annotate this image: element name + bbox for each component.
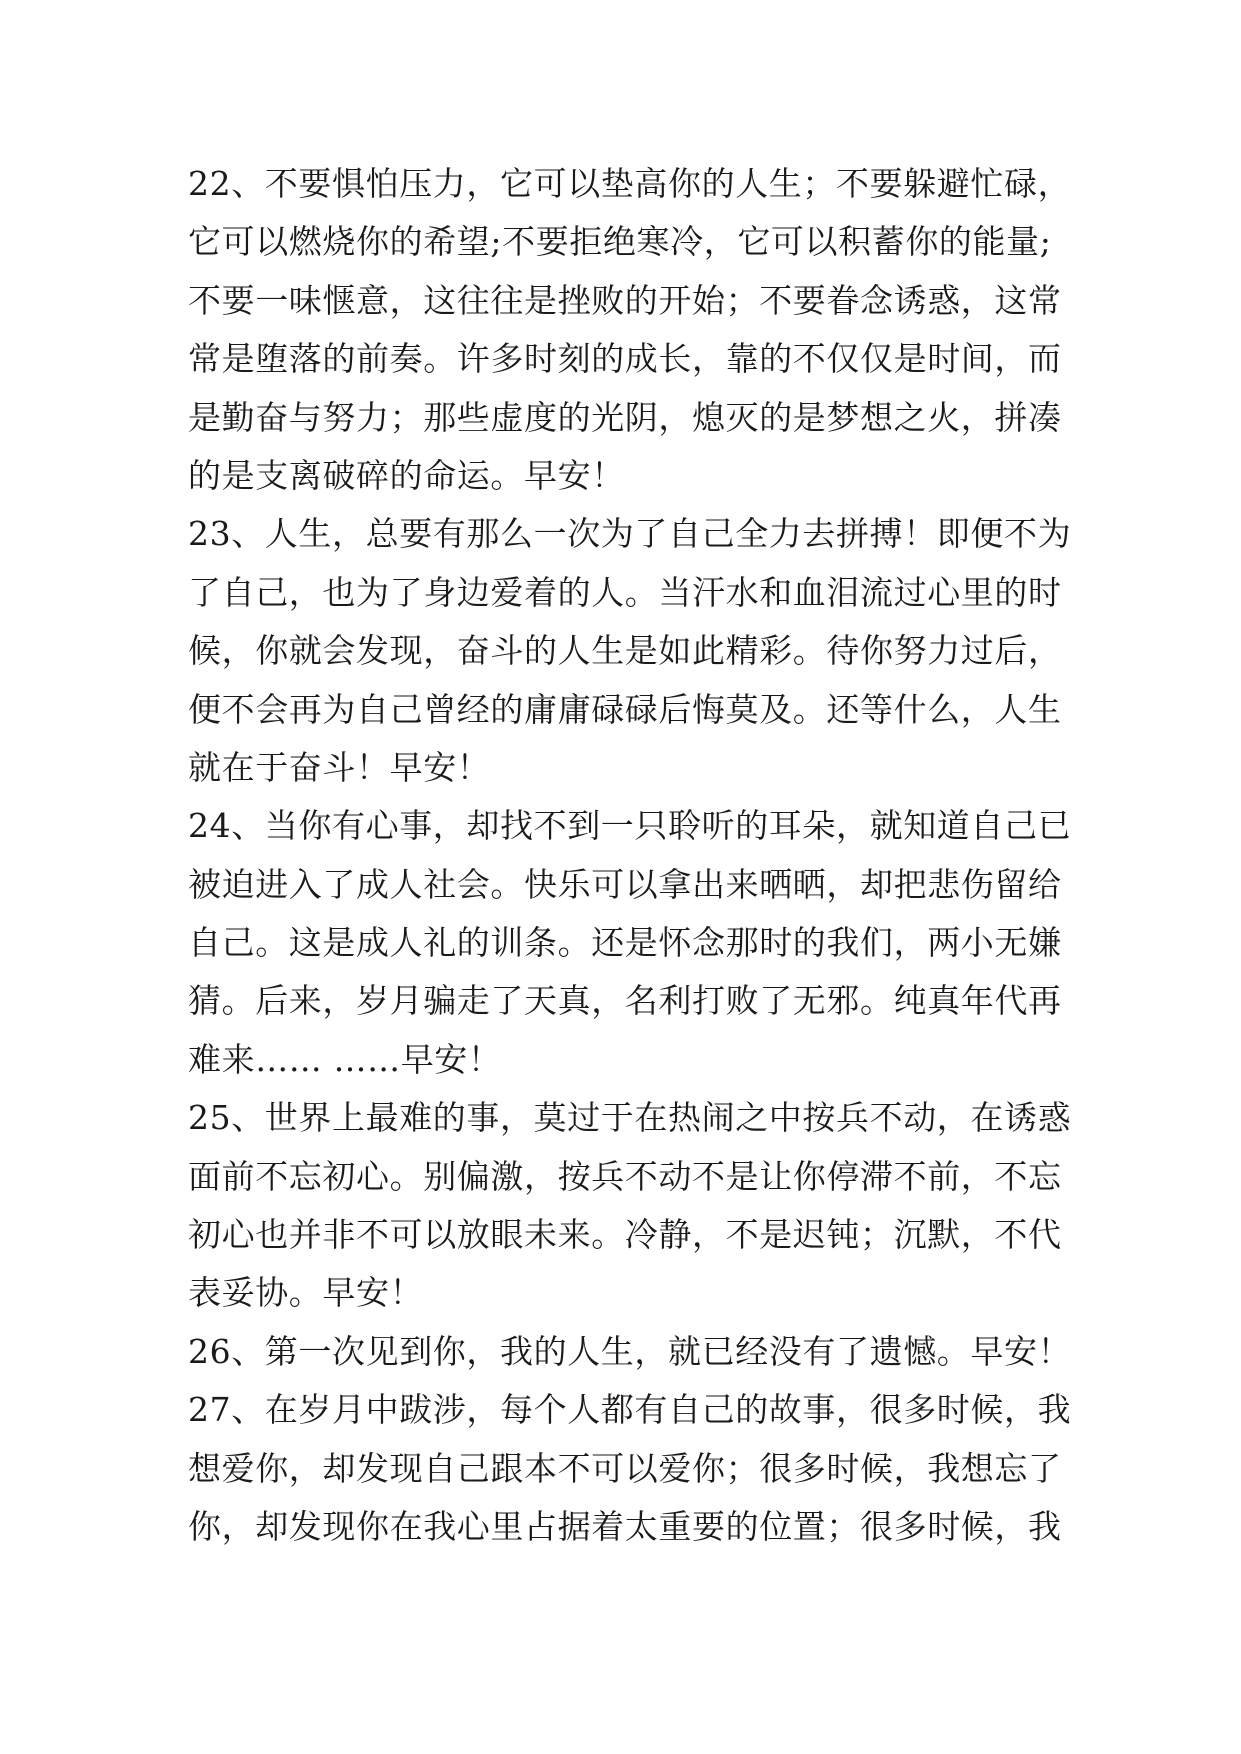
text-line: 26、第一次见到你，我的人生，就已经没有了遗憾。早安！ — [188, 1331, 1072, 1371]
text-line: 初心也并非不可以放眼未来。冷静，不是迟钝；沉默，不代 — [188, 1215, 1062, 1255]
text-line: 25、世界上最难的事，莫过于在热闹之中按兵不动，在诱惑 — [188, 1098, 1072, 1138]
text-line: 常是堕落的前奏。许多时刻的成长，靠的不仅仅是时间，而 — [188, 339, 1062, 379]
text-line: 了自己，也为了身边爱着的人。当汗水和血泪流过心里的时 — [188, 572, 1062, 612]
document-body — [188, 155, 1072, 1556]
text-line: 表妥协。早安！ — [188, 1273, 424, 1313]
text-line: 候，你就会发现，奋斗的人生是如此精彩。待你努力过后， — [188, 631, 1062, 671]
text-line: 面前不忘初心。别偏激，按兵不动不是让你停滞不前，不忘 — [188, 1156, 1062, 1196]
text-line: 它可以燃烧你的希望;不要拒绝寒冷，它可以积蓄你的能量; — [188, 222, 1052, 262]
text-line: 就在于奋斗！早安！ — [188, 747, 491, 787]
text-line: 的是支离破碎的命运。早安！ — [188, 455, 625, 495]
text-line: 想爱你，却发现自己跟本不可以爱你；很多时候，我想忘了 — [188, 1448, 1062, 1488]
text-line: 24、当你有心事，却找不到一只聆听的耳朵，就知道自己已 — [188, 806, 1072, 846]
text-line: 便不会再为自己曾经的庸庸碌碌后悔莫及。还等什么，人生 — [188, 689, 1062, 729]
text-line: 你，却发现你在我心里占据着太重要的位置；很多时候，我 — [188, 1506, 1062, 1546]
text-line: 难来…… ……早安！ — [188, 1039, 502, 1079]
text-line: 23、人生，总要有那么一次为了自己全力去拼搏！即便不为 — [188, 514, 1072, 554]
text-line: 22、不要惧怕压力，它可以垫高你的人生；不要躲避忙碌， — [188, 164, 1072, 203]
text-line: 27、在岁月中跋涉，每个人都有自己的故事，很多时候，我 — [188, 1390, 1072, 1430]
text-line: 猜。后来，岁月骗走了天真，名利打败了无邪。纯真年代再 — [188, 981, 1062, 1021]
text-line: 是勤奋与努力；那些虚度的光阴，熄灭的是梦想之火，拼凑 — [188, 397, 1062, 437]
text-line: 自己。这是成人礼的训条。还是怀念那时的我们，两小无嫌 — [188, 923, 1062, 963]
text-line: 不要一味惬意，这往往是挫败的开始；不要眷念诱惑，这常 — [188, 280, 1062, 320]
text-line: 被迫进入了成人社会。快乐可以拿出来晒晒，却把悲伤留给 — [188, 864, 1062, 904]
